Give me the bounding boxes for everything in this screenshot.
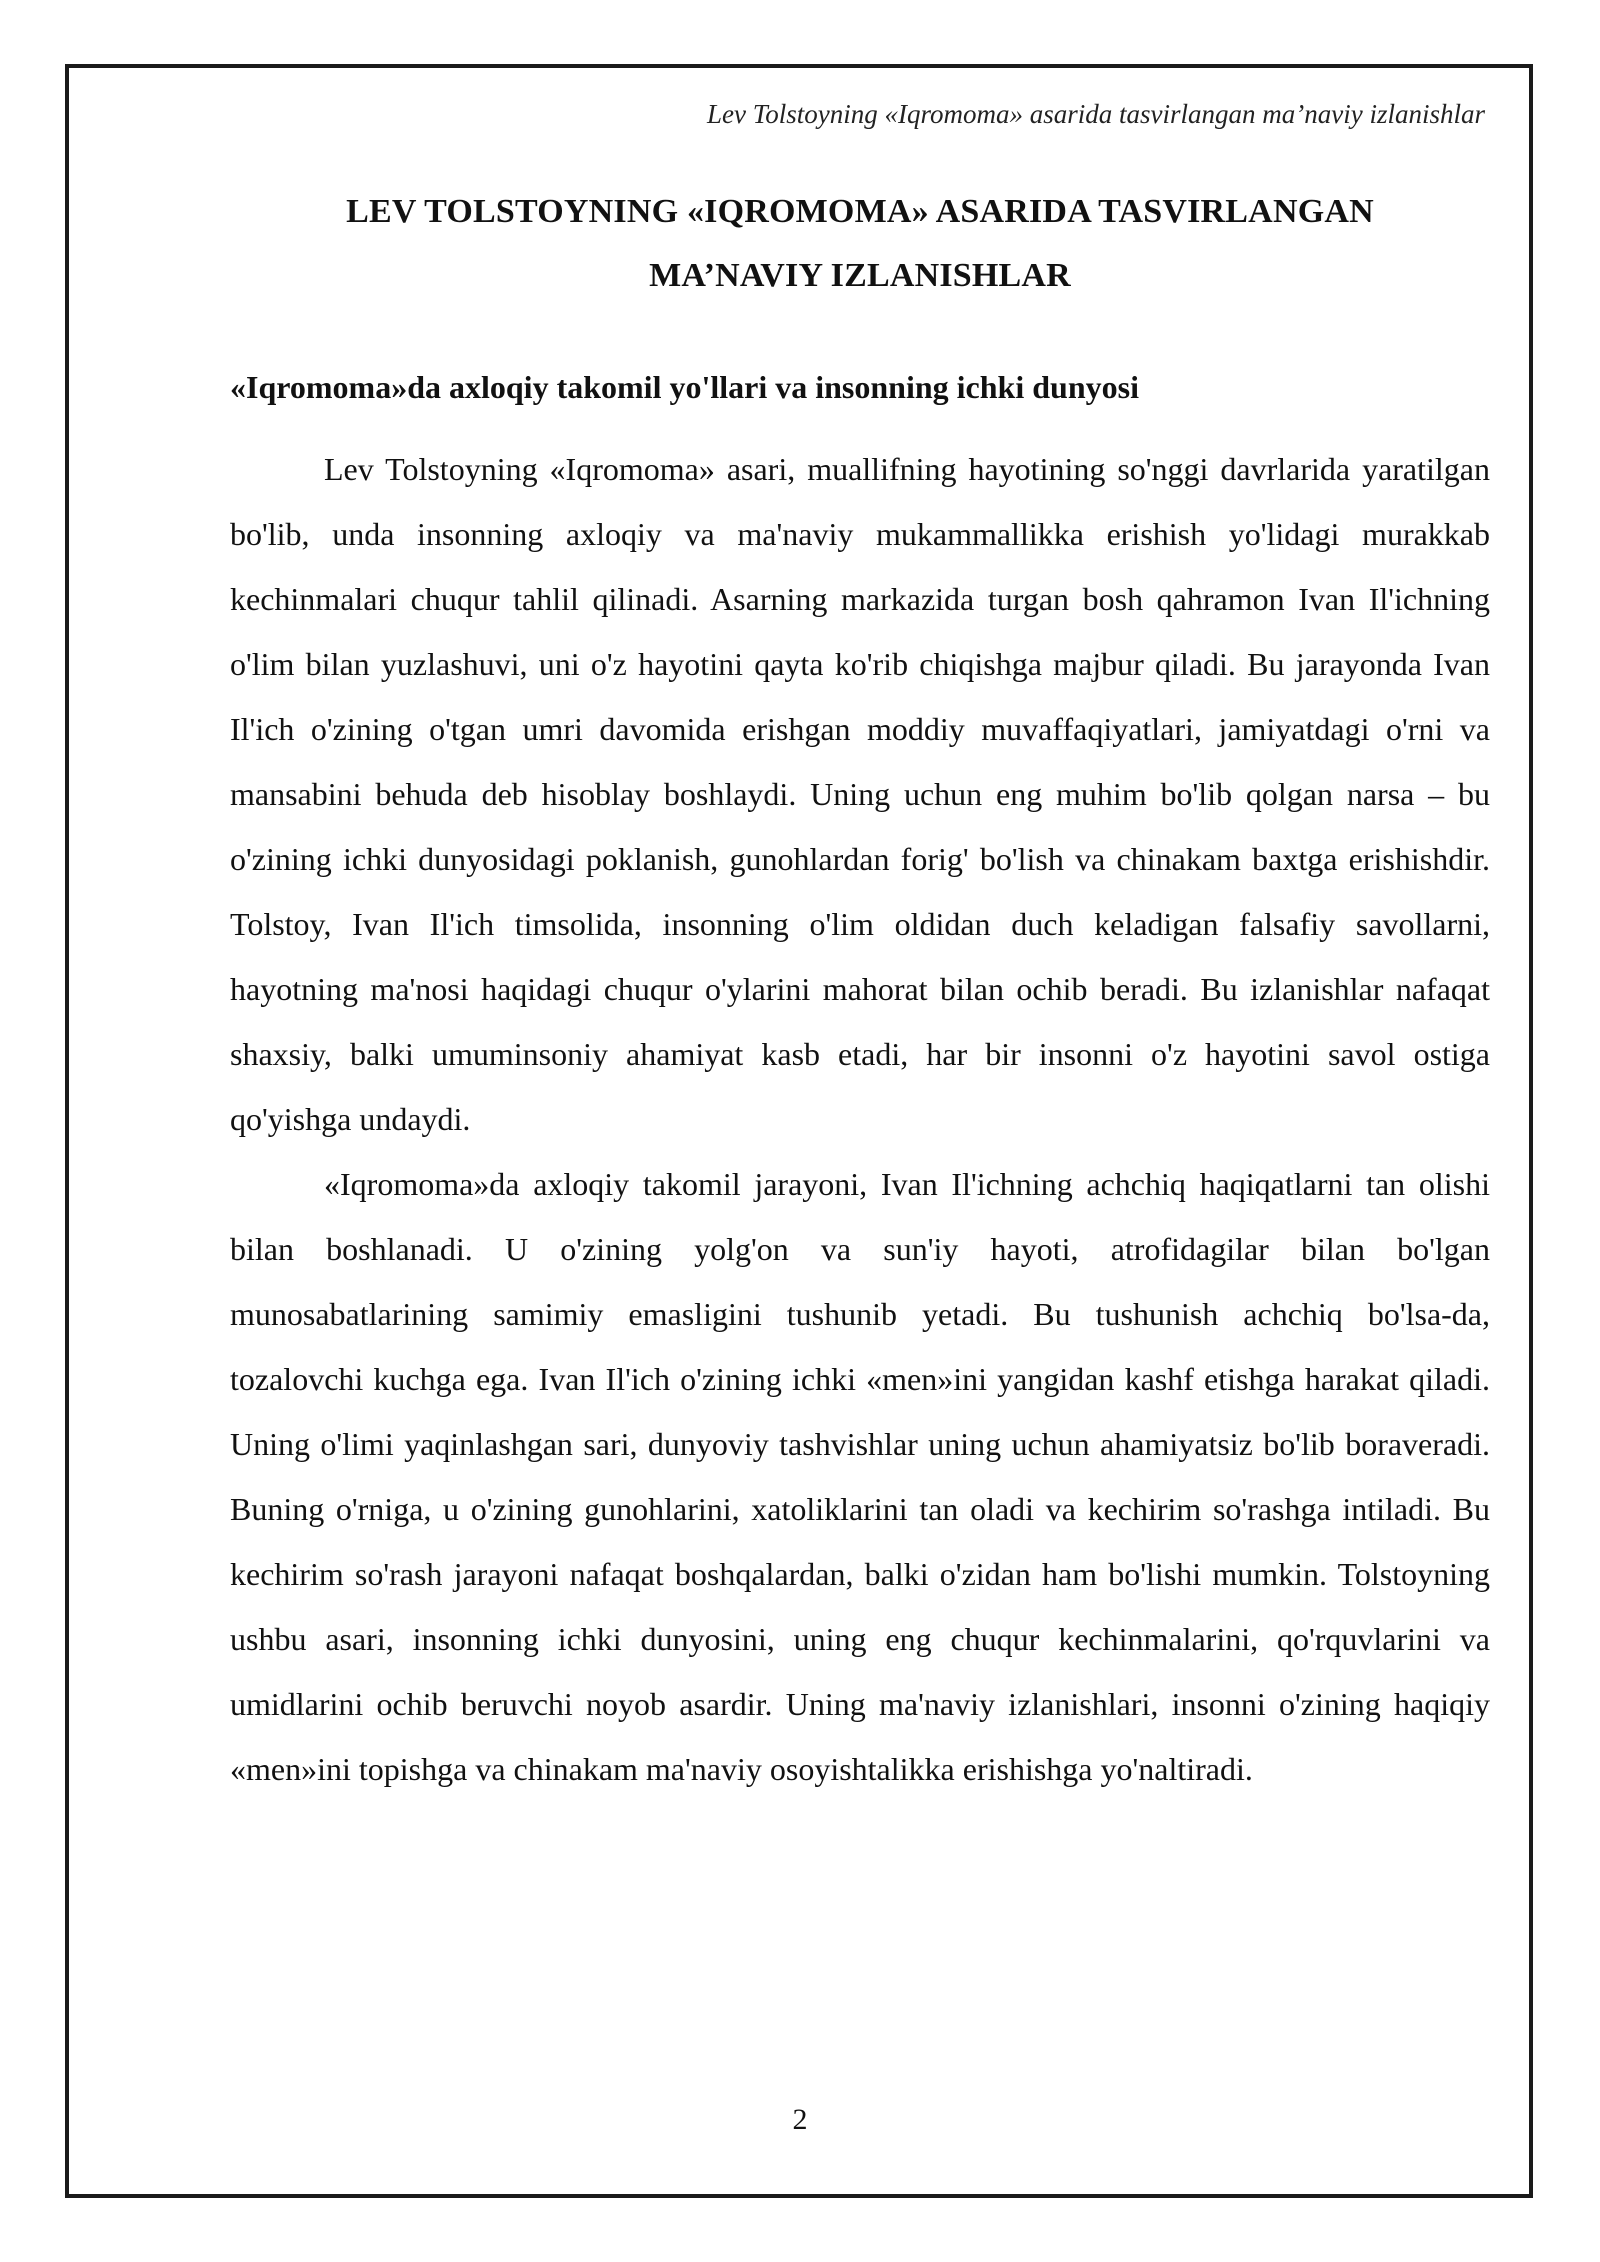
paragraph-1: Lev Tolstoyning «Iqromoma» asari, muallifning hayotining so'nggi davrlarida yaratilgan bo'lib, unda insonning axloqiy va ma'naviy mukammallikka erishish yo'lidagi murakkab kechinmalari chuqur tahlil qilinadi. Asarning markazida turgan bosh qahramon Ivan Il'ichning o'lim bilan yuzlashuvi, uni o'z hayotini qayta ko'rib chiqishga majbur qiladi. Bu jarayonda Ivan Il'ich o'zining o'tgan umri davomida erishgan moddiy muvaffaqiyatlari, jamiyatdagi o'rni va mansabini behuda deb hisoblay boshlaydi. Uning uchun eng muhim bo'lib qolgan narsa – bu o'zining ichki dunyosidagi poklanish, gunohlardan forig' bo'lish va chinakam baxtga erishishdir. Tolstoy, Ivan Il'ich timsolida, insonning o'lim oldidan duch keladigan falsafiy savollarni, hayotning ma'nosi haqidagi chuqur o'ylarini mahorat bilan ochib beradi. Bu izlanishlar nafaqat shaxsiy, balki umuminsoniy ahamiyat kasb etadi, har bir insonni o'z hayotini savol ostiga qo'yishga undaydi. <box>230 451 1490 1137</box>
document-title-line-1: LEV TOLSTOYNING «IQROMOMA» ASARIDA TASVIRLANGAN <box>346 193 1374 230</box>
page-number: 2 <box>792 2103 808 2136</box>
document-title <box>230 180 1490 308</box>
body-text <box>230 437 1490 1802</box>
document-title-line-2: MA’NAVIY IZLANISHLAR <box>649 257 1071 294</box>
section-heading: «Iqromoma»da axloqiy takomil yo'llari va insonning ichki dunyosi <box>230 369 1139 405</box>
running-header: Lev Tolstoyning «Iqromoma» asarida tasvirlangan ma’naviy izlanishlar <box>706 99 1485 129</box>
paragraph-2: «Iqromoma»da axloqiy takomil jarayoni, Ivan Il'ichning achchiq haqiqatlarni tan olishi bilan boshlanadi. U o'zining yolg'on va sun'iy hayoti, atrofidagilar bilan bo'lgan munosabatlarining samimiy emasligini tushunib yetadi. Bu tushunish achchiq bo'lsa-da, tozalovchi kuchga ega. Ivan Il'ich o'zining ichki «men»ini yangidan kashf etishga harakat qiladi. Uning o'limi yaqinlashgan sari, dunyoviy tashvishlar uning uchun ahamiyatsiz bo'lib boraveradi. Buning o'rniga, u o'zining gunohlarini, xatoliklarini tan oladi va kechirim so'rashga intiladi. Bu kechirim so'rash jarayoni nafaqat boshqalardan, balki o'zidan ham bo'lishi mumkin. Tolstoyning ushbu asari, insonning ichki dunyosini, uning eng chuqur kechinmalarini, qo'rquvlarini va umidlarini ochib beruvchi noyob asardir. Uning ma'naviy izlanishlari, insonni o'zining haqiqiy «men»ini topishga va chinakam ma'naviy osoyishtalikka erishishga yo'naltiradi. <box>230 1166 1490 1787</box>
